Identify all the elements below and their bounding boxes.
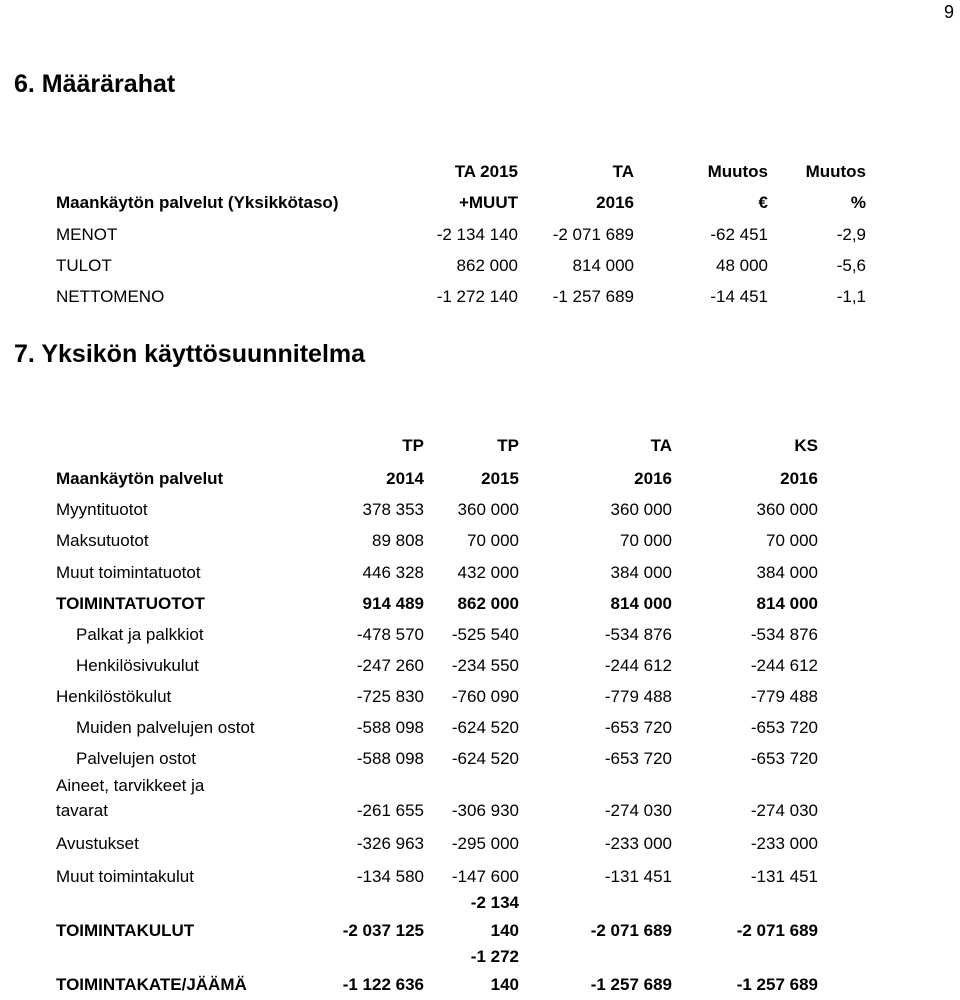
cell-change-pct: -2,9 — [836, 225, 866, 244]
cell-tp2014: -725 830 — [356, 687, 424, 706]
row-label: TOIMINTATUOTOT — [56, 594, 205, 613]
cell-tp2015: -147 600 — [451, 867, 519, 886]
cell-ks2016: -653 720 — [750, 718, 818, 737]
row-label-line1: Aineet, tarvikkeet ja — [56, 776, 205, 795]
cell-ta2015: 862 000 — [456, 256, 518, 275]
page-number: 9 — [944, 2, 955, 22]
row-label: Maksutuotot — [56, 531, 149, 550]
cell-tp2014: 446 328 — [362, 563, 424, 582]
cell-ta2015: -1 272 140 — [436, 287, 518, 306]
header-cell-ta2016: TA — [612, 162, 634, 181]
header-cell-ta2016: TA — [650, 436, 672, 455]
row-label: Avustukset — [56, 834, 139, 853]
cell-tp2014: 914 489 — [362, 594, 424, 613]
cell-ks2016: -233 000 — [750, 834, 818, 853]
section-7-heading: 7. Yksikön käyttösuunnitelma — [14, 340, 366, 368]
header-cell-ta2016: 2016 — [596, 193, 634, 212]
cell-ta2016: 814 000 — [610, 594, 672, 613]
cell-ks2016: -244 612 — [750, 656, 818, 675]
row-label: TOIMINTAKULUT — [56, 921, 195, 940]
cell-tp2014: -247 260 — [356, 656, 424, 675]
cell-tp2015-line1: -2 134 — [470, 893, 519, 912]
cell-ta2016: -233 000 — [604, 834, 672, 853]
cell-tp2015: 432 000 — [457, 563, 519, 582]
cell-ta2016: -1 257 689 — [590, 975, 672, 994]
cell-tp2014: -478 570 — [356, 625, 424, 644]
cell-ta2016: -131 451 — [604, 867, 672, 886]
cell-ta2016: -779 488 — [604, 687, 672, 706]
cell-tp2015: -624 520 — [451, 749, 519, 768]
row-label: Muiden palvelujen ostot — [76, 718, 255, 737]
header-cell-change-pct: % — [850, 193, 866, 212]
cell-ks2016: 384 000 — [756, 563, 818, 582]
table-title: Maankäytön palvelut (Yksikkötaso) — [56, 193, 339, 212]
row-label: Palvelujen ostot — [76, 749, 197, 768]
cell-change-eur: 48 000 — [716, 256, 768, 275]
cell-ks2016: -779 488 — [750, 687, 818, 706]
cell-ta2015: -2 134 140 — [436, 225, 518, 244]
cell-ks2016: -274 030 — [750, 801, 818, 820]
header-cell-change-pct: Muutos — [805, 162, 866, 181]
cell-ks2016: 70 000 — [766, 531, 818, 550]
header-cell-change-eur: Muutos — [707, 162, 768, 181]
cell-ta2016: -274 030 — [604, 801, 672, 820]
header-cell-tp2015: TP — [497, 436, 519, 455]
cell-ta2016: 360 000 — [610, 500, 672, 519]
section-6-heading: 6. Määrärahat — [14, 70, 176, 98]
cell-change-eur: -14 451 — [710, 287, 768, 306]
cell-ta2016: -653 720 — [604, 749, 672, 768]
header-cell-tp2015: 2015 — [481, 469, 519, 488]
cell-ta2016: -534 876 — [604, 625, 672, 644]
header-cell-ta2016: 2016 — [634, 469, 672, 488]
row-label: TOIMINTAKATE/JÄÄMÄ — [56, 975, 247, 994]
header-cell-ks2016: KS — [794, 436, 818, 455]
header-cell-ta2015: TA 2015 — [454, 162, 518, 181]
cell-ta2016: -2 071 689 — [552, 225, 634, 244]
row-label: NETTOMENO — [56, 287, 165, 306]
row-label: Muut toimintakulut — [56, 867, 194, 886]
cell-change-pct: -5,6 — [836, 256, 866, 275]
cell-tp2015: -234 550 — [451, 656, 519, 675]
cell-ta2016: -653 720 — [604, 718, 672, 737]
cell-tp2014: -588 098 — [356, 718, 424, 737]
header-cell-tp2014: 2014 — [386, 469, 424, 488]
cell-tp2015: -306 930 — [451, 801, 519, 820]
cell-ks2016: -1 257 689 — [736, 975, 818, 994]
cell-ta2016: 814 000 — [572, 256, 634, 275]
cell-ta2016: -2 071 689 — [590, 921, 672, 940]
cell-ks2016: -2 071 689 — [736, 921, 818, 940]
cell-ta2016: -244 612 — [604, 656, 672, 675]
header-cell-change-eur: € — [758, 193, 768, 212]
cell-ks2016: 360 000 — [756, 500, 818, 519]
cell-tp2014: -261 655 — [356, 801, 424, 820]
header-cell-ks2016: 2016 — [780, 469, 818, 488]
cell-tp2015: -760 090 — [451, 687, 519, 706]
row-label: TULOT — [56, 256, 112, 275]
cell-tp2015: 140 — [490, 921, 519, 940]
cell-ks2016: -653 720 — [750, 749, 818, 768]
cell-tp2014: -134 580 — [356, 867, 424, 886]
row-label: tavarat — [56, 801, 108, 820]
row-label: Myyntituotot — [56, 500, 148, 519]
cell-tp2014: -2 037 125 — [342, 921, 424, 940]
cell-ks2016: -534 876 — [750, 625, 818, 644]
row-label: MENOT — [56, 225, 118, 244]
row-label: Muut toimintatuotot — [56, 563, 201, 582]
cell-tp2015: 140 — [490, 975, 519, 994]
cell-tp2014: 378 353 — [362, 500, 424, 519]
cell-tp2015: 360 000 — [457, 500, 519, 519]
row-label: Henkilösivukulut — [76, 656, 199, 675]
cell-ks2016: -131 451 — [750, 867, 818, 886]
cell-ks2016: 814 000 — [756, 594, 818, 613]
cell-tp2015: -525 540 — [451, 625, 519, 644]
row-label: Palkat ja palkkiot — [76, 625, 204, 644]
cell-change-pct: -1,1 — [836, 287, 866, 306]
cell-tp2015: 70 000 — [467, 531, 519, 550]
cell-change-eur: -62 451 — [710, 225, 768, 244]
cell-tp2014: -326 963 — [356, 834, 424, 853]
row-label: Henkilöstökulut — [56, 687, 172, 706]
cell-ta2016: 70 000 — [620, 531, 672, 550]
cell-tp2015: -624 520 — [451, 718, 519, 737]
cell-ta2016: -1 257 689 — [552, 287, 634, 306]
cell-tp2014: -588 098 — [356, 749, 424, 768]
table-title: Maankäytön palvelut — [56, 469, 224, 488]
cell-tp2014: -1 122 636 — [342, 975, 424, 994]
header-cell-ta2015: +MUUT — [458, 193, 518, 212]
cell-ta2016: 384 000 — [610, 563, 672, 582]
cell-tp2015-line1: -1 272 — [470, 947, 519, 966]
cell-tp2015: 862 000 — [457, 594, 519, 613]
cell-tp2015: -295 000 — [451, 834, 519, 853]
header-cell-tp2014: TP — [402, 436, 424, 455]
cell-tp2014: 89 808 — [372, 531, 424, 550]
